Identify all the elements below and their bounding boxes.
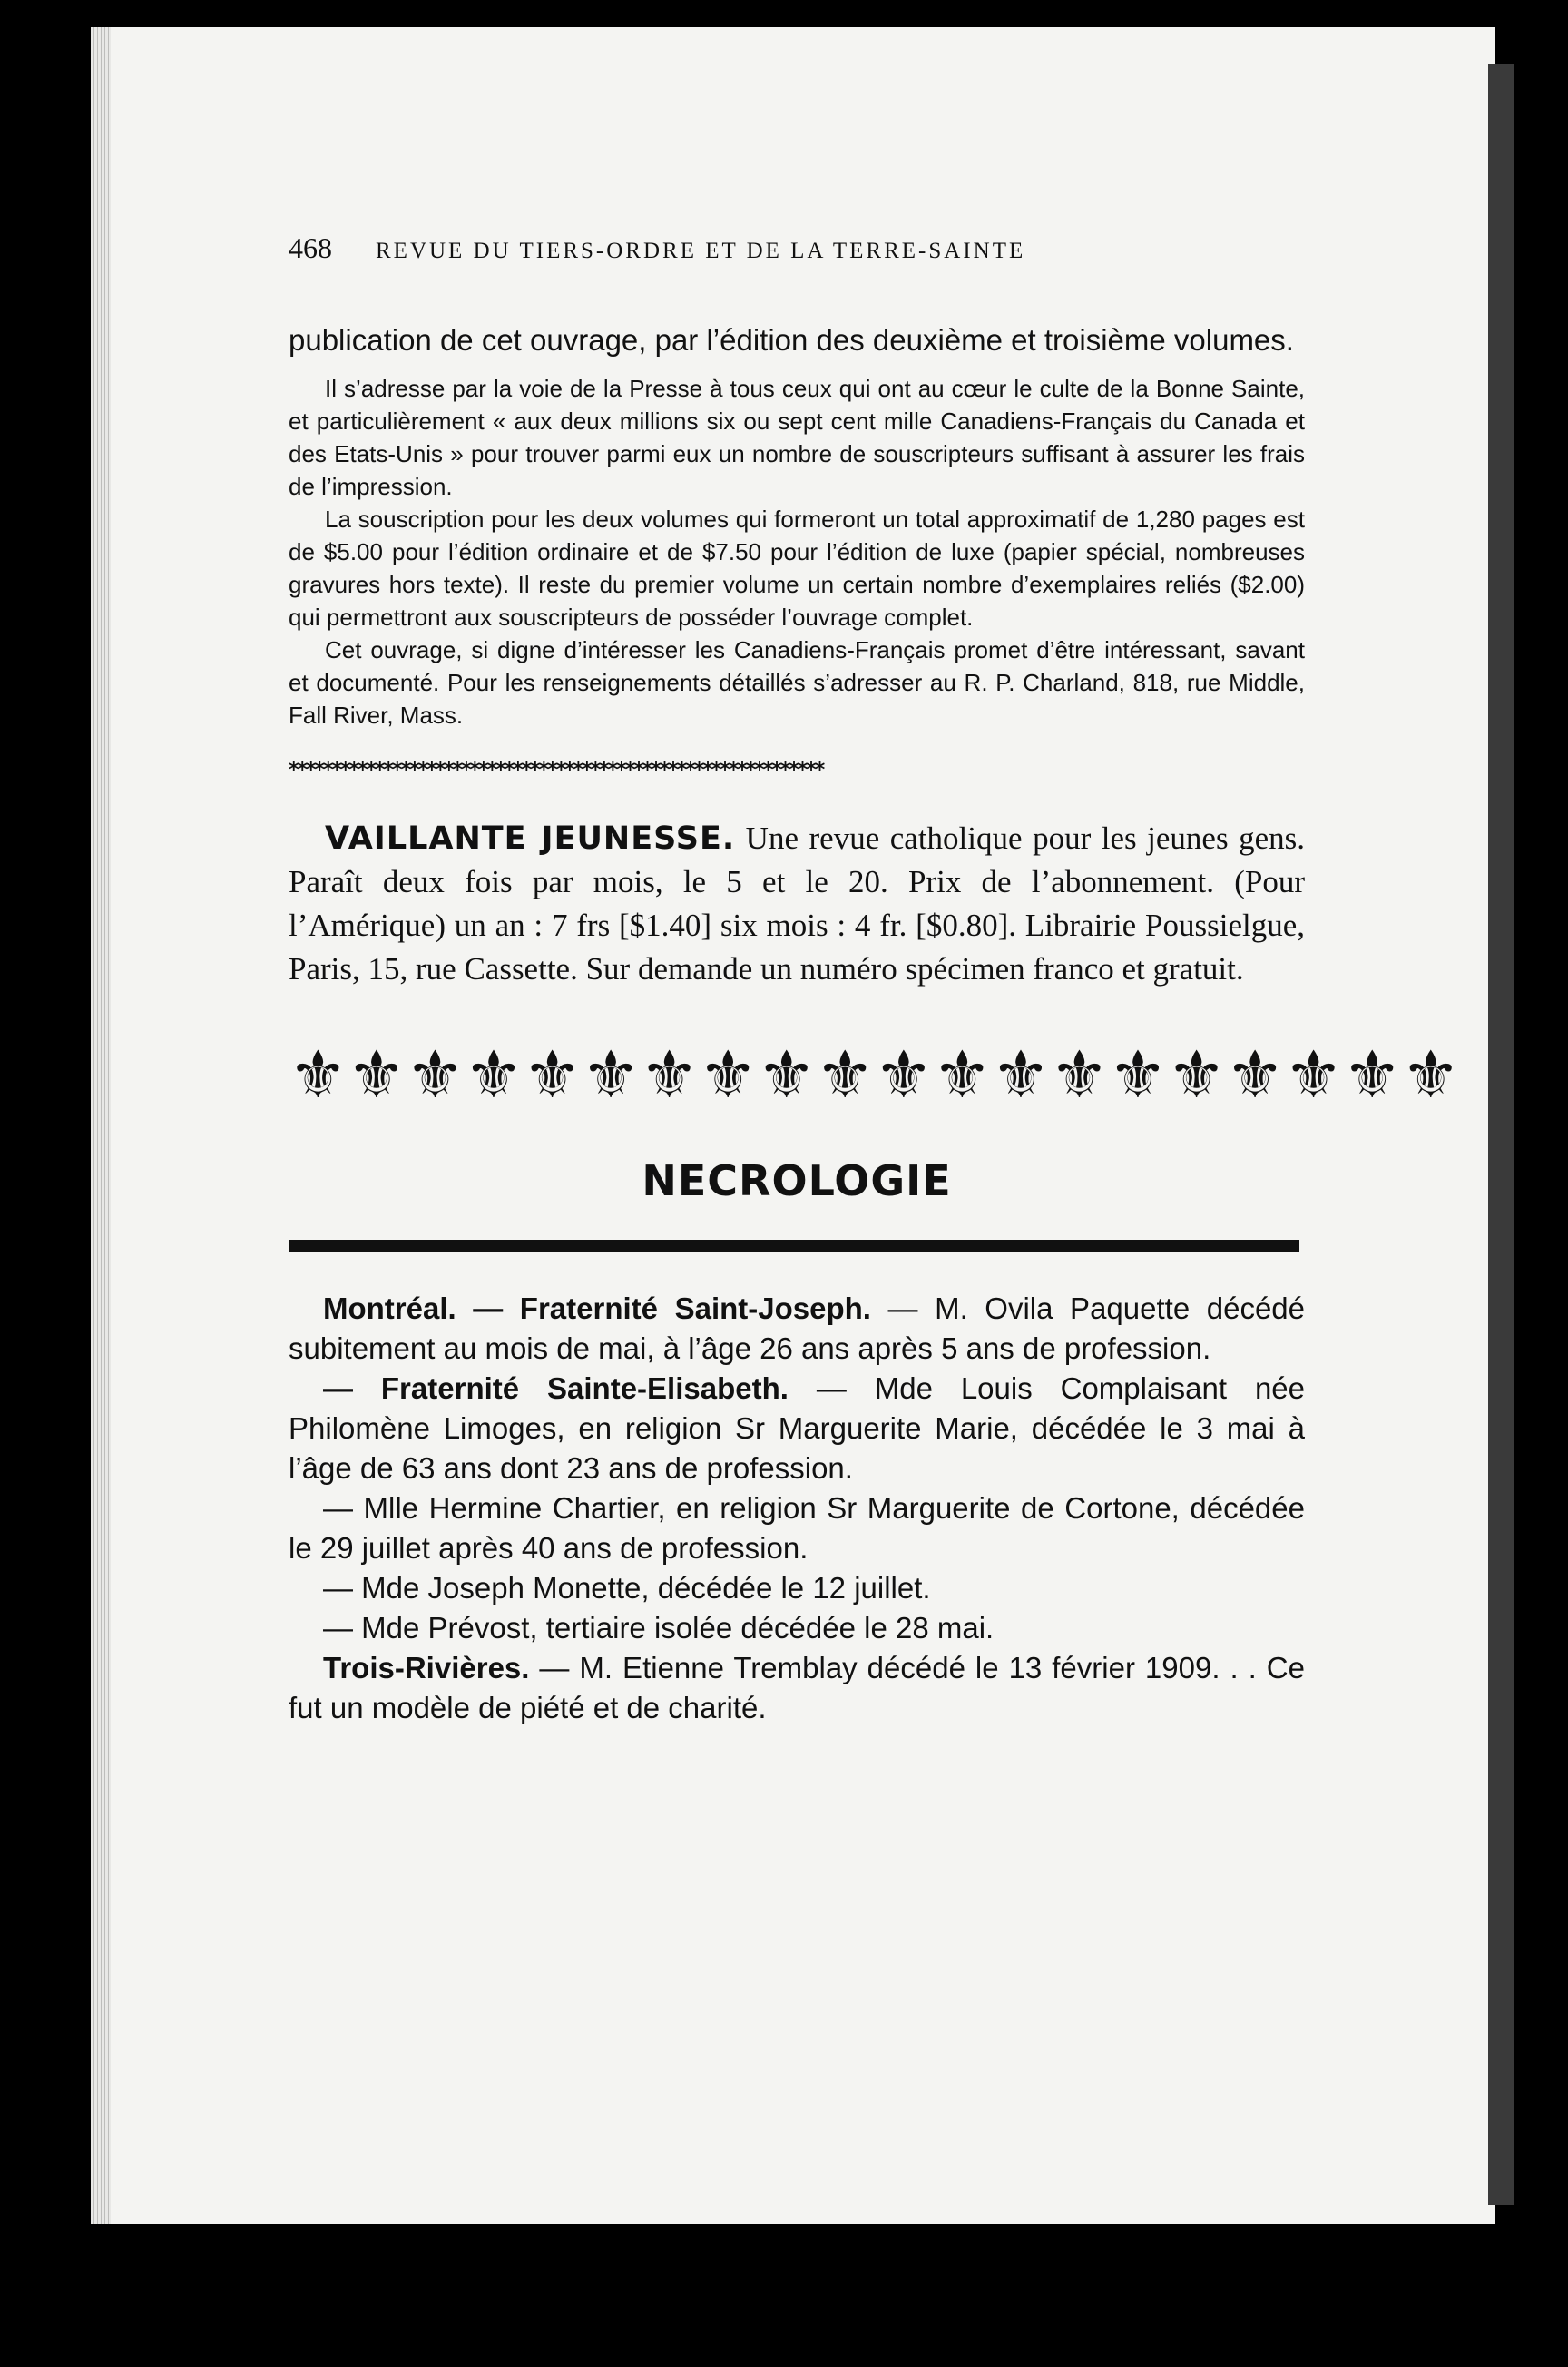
necrology-entry	[289, 1369, 1305, 1488]
page-number: 468	[289, 231, 332, 264]
fleur-de-lis-icon: ⚜	[757, 1036, 816, 1113]
fleur-de-lis-icon: ⚜	[1342, 1036, 1402, 1113]
fleur-de-lis-icon: ⚜	[1167, 1036, 1226, 1113]
fleur-de-lis-ornament	[289, 1036, 1460, 1113]
notice-title: VAILLANTE JEUNESSE.	[325, 820, 736, 857]
fleur-de-lis-icon: ⚜	[1284, 1036, 1343, 1113]
notice-text: Une revue catholique pour les jeunes gens. Paraît deux fois par mois, le 5 et le 20. Prix de l’abonnement. (Pour l’Amérique) un an : 7 frs [$1.40] six mois : 4 fr. [$0.80]. Librairie Poussielgue, Paris, 15, rue Cassette. Sur demande un numéro spécimen franco et gratuit.	[289, 820, 1305, 987]
intro-paragraph-1: Il s’adresse par la voie de la Presse à tous ceux qui ont au cœur le culte de la Bonne Sainte, et particulièrement « aux deux millions six ou sept cent mille Canadiens-Français du Canada et des Etats-Unis » pour trouver parmi eux un nombre de souscripteurs suffisant à assurer les frais de l’impression.	[289, 375, 1305, 500]
necrology-entry	[289, 1568, 1305, 1608]
page-content	[289, 231, 1460, 1728]
fleur-de-lis-icon: ⚜	[874, 1036, 934, 1113]
intro-paragraph-2: La souscription pour les deux volumes qui formeront un total approximatif de 1,280 pages est de $5.00 pour l’édition ordinaire et de $7.50 pour l’édition de luxe (papier spécial, nombreuses gravures hors texte). Il reste du premier volume un certain nombre d’exemplaires reliés ($2.00) qui permettront aux souscripteurs de posséder l’ouvrage complet.	[289, 506, 1305, 631]
intro-lead: publication de cet ouvrage, par l’édition des deuxième et troisième volumes.	[289, 323, 1294, 357]
intro-paragraph-3: Cet ouvrage, si digne d’intéresser les Canadiens-Français promet d’être intéressant, savant et documenté. Pour les renseignements détaillés s’adresser au R. P. Charland, 818, rue Middle, Fall River, Mass.	[289, 636, 1305, 729]
fleur-de-lis-icon: ⚜	[933, 1036, 992, 1113]
necrology-entry	[289, 1488, 1305, 1568]
fleur-de-lis-icon: ⚜	[1225, 1036, 1285, 1113]
fleur-de-lis-icon: ⚜	[523, 1036, 582, 1113]
entry-text: — Mde Prévost, tertiaire isolée décédée le 28 mai.	[323, 1611, 995, 1645]
fleur-de-lis-icon: ⚜	[815, 1036, 875, 1113]
fleur-de-lis-icon: ⚜	[640, 1036, 699, 1113]
fleur-de-lis-icon: ⚜	[406, 1036, 465, 1113]
fleur-de-lis-icon: ⚜	[1108, 1036, 1168, 1113]
fleur-de-lis-icon: ⚜	[347, 1036, 407, 1113]
fleur-de-lis-icon: ⚜	[991, 1036, 1051, 1113]
entry-text: — Mde Joseph Monette, décédée le 12 juillet.	[323, 1571, 931, 1605]
fleur-de-lis-icon: ⚜	[464, 1036, 524, 1113]
entry-text: — M. Etienne Tremblay décédé le 13 février 1909. . . Ce fut un modèle de piété et de charité.	[289, 1651, 1305, 1724]
necrology-entries	[289, 1289, 1305, 1728]
facing-page-edge	[1488, 64, 1514, 2205]
entry-heading: Trois-Rivières.	[323, 1651, 530, 1684]
entry-heading: Montréal. — Fraternité Saint-Joseph.	[323, 1292, 871, 1325]
fleur-de-lis-icon: ⚜	[1401, 1036, 1460, 1113]
entry-text: — M. Ovila Paquette décédé subitement au mois de mai, à l’âge 26 ans après 5 ans de profession.	[289, 1292, 1305, 1365]
entry-text: — Mlle Hermine Chartier, en religion Sr Marguerite de Cortone, décédée le 29 juillet après 40 ans de profession.	[289, 1491, 1305, 1565]
entry-heading: — Fraternité Sainte-Elisabeth.	[323, 1371, 789, 1405]
notice-paragraph	[289, 817, 1305, 991]
running-head	[289, 231, 1305, 265]
necrology-entry	[289, 1648, 1305, 1728]
necrology-entry	[289, 1608, 1305, 1648]
fleur-de-lis-icon: ⚜	[289, 1036, 348, 1113]
fleur-de-lis-icon: ⚜	[1050, 1036, 1109, 1113]
entry-text: — Mde Louis Complaisant née Philomène Limoges, en religion Sr Marguerite Marie, décédée le 3 mai à l’âge de 63 ans dont 23 ans de profession.	[289, 1371, 1305, 1485]
fleur-de-lis-icon: ⚜	[581, 1036, 641, 1113]
page-stack-edge	[91, 27, 111, 2224]
star-divider: **************************************************************	[289, 761, 824, 781]
fleur-de-lis-icon: ⚜	[698, 1036, 758, 1113]
section-heading: NECROLOGIE	[642, 1156, 952, 1205]
necrology-entry	[289, 1289, 1305, 1369]
running-title: REVUE DU TIERS-ORDRE ET DE LA TERRE-SAINTE	[376, 239, 1026, 263]
heading-rule	[289, 1240, 1299, 1252]
